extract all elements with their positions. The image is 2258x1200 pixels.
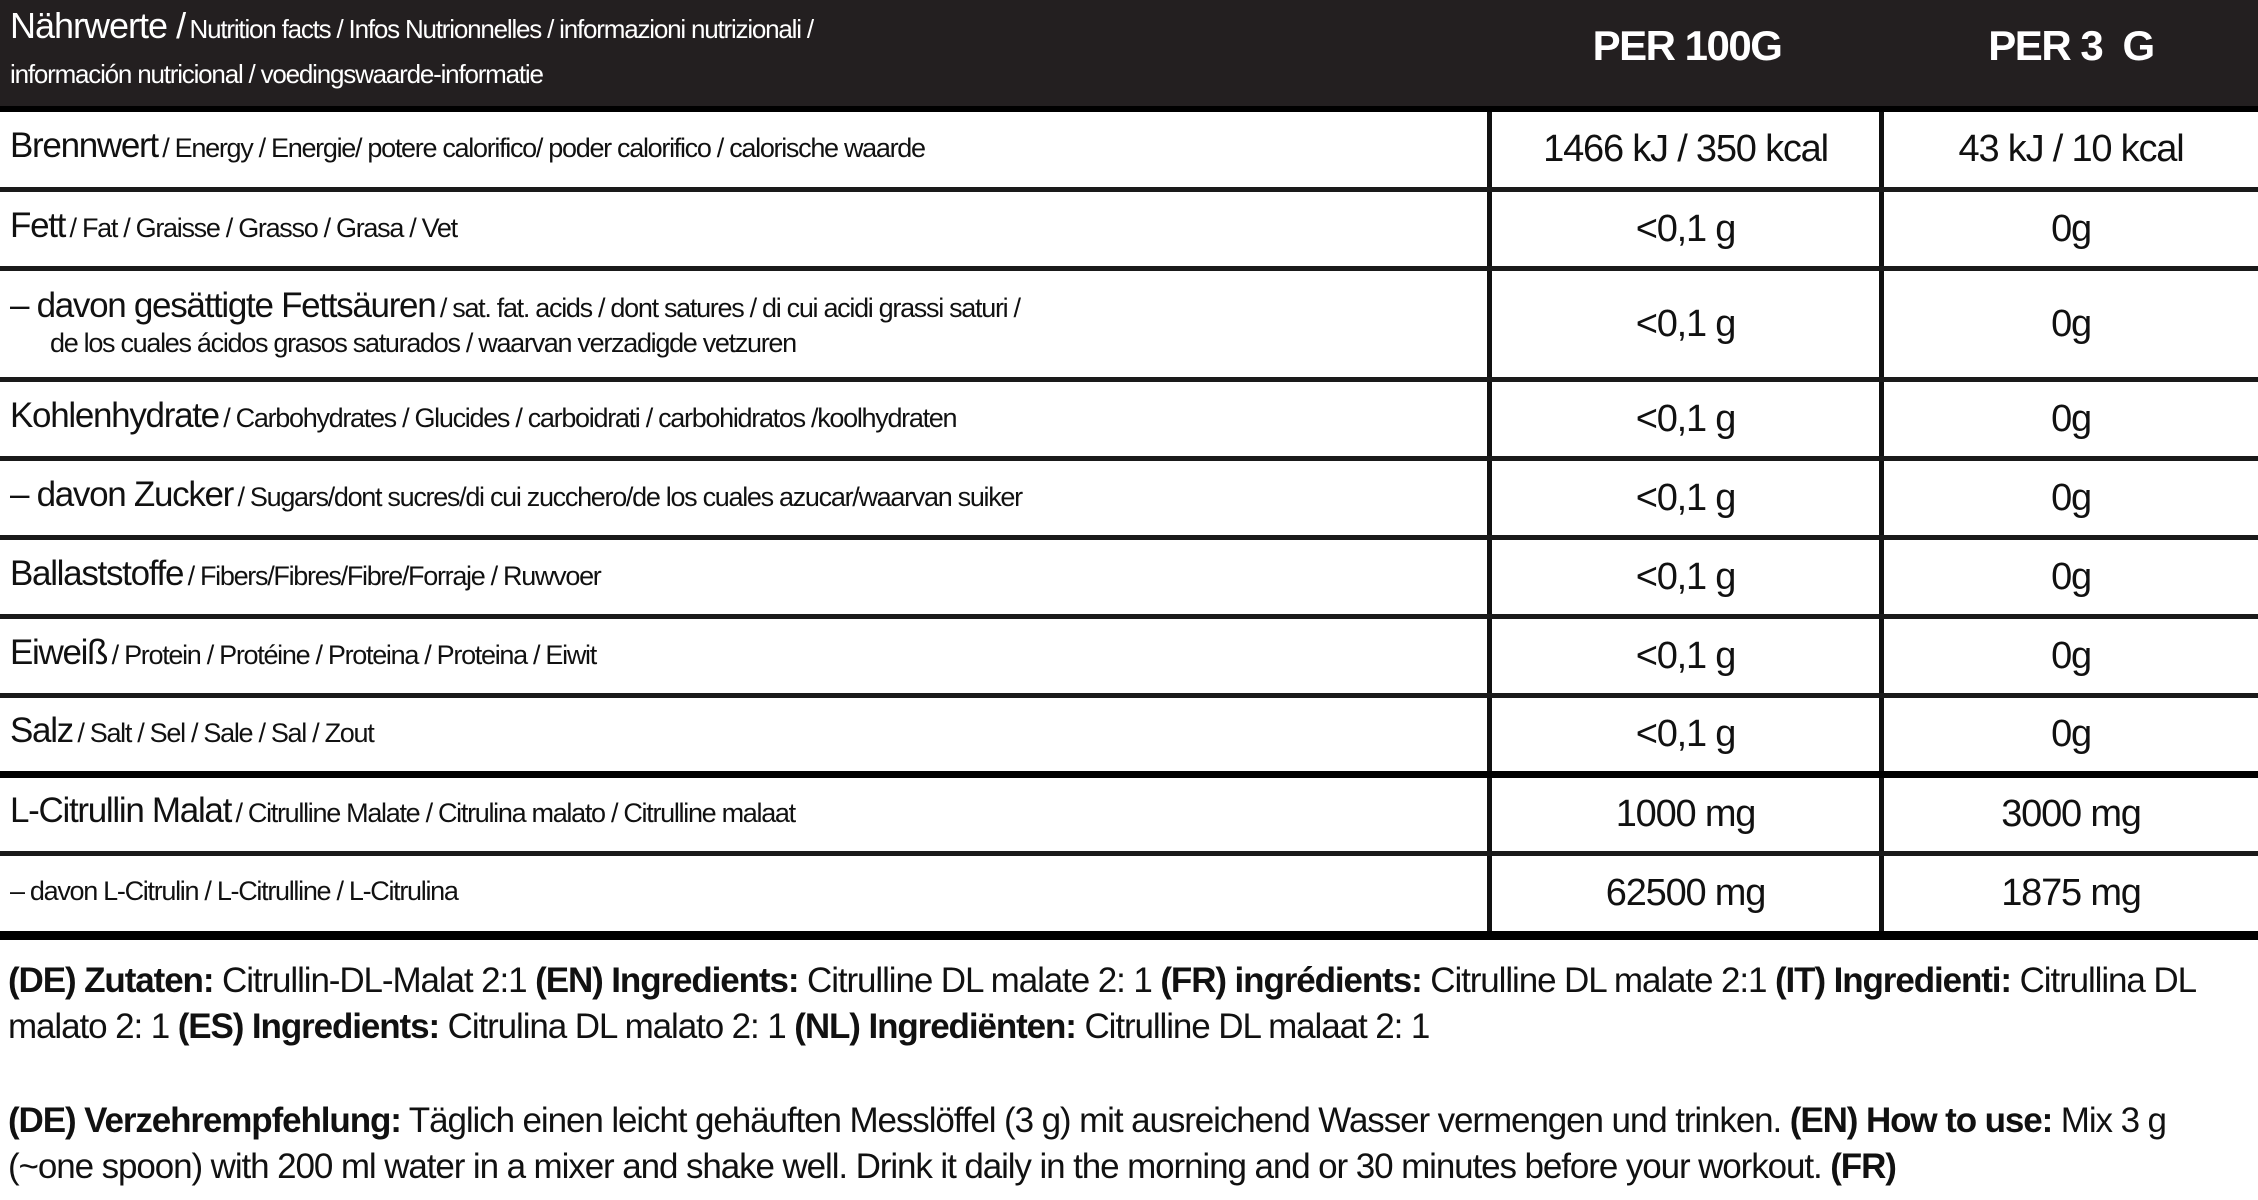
usage-paragraph [8,1098,2253,1190]
value-per-serving: 0g [2051,713,2091,755]
row-label: – davon gesättigte Fettsäuren [10,285,436,325]
usage-de-text: Täglich einen leicht gehäuften Messlöffel (3 g) mit ausreichend Wasser vermengen und trinken. [400,1101,1790,1140]
value-per-serving: 0g [2051,476,2091,519]
table-row-energy [0,112,2258,192]
ingredients-nl-text: Citrulline DL malaat 2: 1 [1075,1007,1430,1046]
header-title-sub-1: Nutrition facts / Infos Nutrionnelles / informazioni nutrizionali / [189,14,813,44]
ingredients-de-label: (DE) Zutaten: [8,961,214,1000]
usage-en-label: (EN) How to use: [1789,1101,2053,1140]
header-title [10,6,1460,99]
row-label-translations: / Carbohydrates / Glucides / carboidrati / carbohidratos /koolhydraten [223,402,957,433]
value-per-serving: 0g [2051,302,2091,345]
ingredients-en-label: (EN) Ingredients: [535,961,799,1000]
table-row-fibers [0,540,2258,619]
row-label-translations: / sat. fat. acids / dont satures / di cui acidi grassi saturi / [439,292,1020,323]
row-label: – davon Zucker [10,474,234,514]
row-label: Kohlenhydrate [10,395,219,435]
row-label: L-Citrullin Malat [10,791,232,830]
value-per-100g: <0,1 g [1635,397,1736,440]
value-per-100g: <0,1 g [1635,207,1736,250]
value-per-serving: 0g [2051,555,2091,598]
usage-de-label: (DE) Verzehrempfehlung: [8,1101,401,1140]
table-row-sugars [0,461,2258,540]
value-per-100g: <0,1 g [1635,302,1736,345]
usage-fr-label: (FR) [1830,1147,1896,1186]
value-per-100g: <0,1 g [1635,713,1736,755]
ingredients-it-text: Citrullina DL malato 2: 1 [8,961,2204,1046]
table-header [0,0,2258,106]
value-per-serving: 1875 mg [2001,872,2141,914]
ingredients-nl-label: (NL) Ingrediënten: [794,1007,1076,1046]
table-row-citrullin-malat [0,778,2258,856]
value-per-100g: 62500 mg [1605,872,1766,914]
row-label-translations: – davon L-Citrulin / L-Citrulline / L-Citrulina [10,876,458,906]
table-row-carbohydrates [0,382,2258,461]
value-per-100g: <0,1 g [1635,476,1736,519]
value-per-serving: 0g [2051,207,2091,250]
table-row-protein [0,619,2258,698]
row-label-translations: / Salt / Sel / Sale / Sal / Zout [77,718,374,748]
value-per-serving: 0g [2051,634,2091,677]
footer-text [8,958,2253,1190]
column-header-per-serving: PER 3 G [1988,22,2154,69]
value-per-100g: <0,1 g [1635,634,1736,677]
column-header-per-100g: PER 100G [1592,22,1782,69]
ingredients-en-text: Citrulline DL malate 2: 1 [798,961,1161,1000]
value-per-serving: 3000 mg [2001,793,2141,835]
header-title-sub-2: información nutricional / voedingswaarde-informatie [10,59,543,89]
row-label-translations: / Fibers/Fibres/Fibre/Forraje / Ruwvoer [187,560,601,591]
ingredients-es-label: (ES) Ingredients: [177,1007,440,1046]
value-per-100g: 1000 mg [1615,793,1756,835]
value-per-100g: <0,1 g [1635,555,1736,598]
value-per-serving: 43 kJ / 10 kcal [1958,128,2184,170]
row-label-translations: / Fat / Graisse / Grasso / Grasa / Vet [69,212,457,243]
row-label-translations: / Citrulline Malate / Citrulina malato / Citrulline malaat [235,798,795,828]
row-label-translations-2: de los cuales ácidos grasos saturados / waarvan verzadigde vetzuren [50,327,796,358]
row-label: Ballaststoffe [10,553,184,593]
row-label-translations: / Protein / Protéine / Proteina / Proteina / Eiwit [111,639,596,670]
ingredients-de-text: Citrullin-DL-Malat 2:1 [213,961,536,1000]
row-label-translations: / Sugars/dont sucres/di cui zucchero/de los cuales azucar/waarvan suiker [237,481,1022,512]
row-label: Fett [10,205,66,245]
usage-en-text: Mix 3 g (~one spoon) with 200 ml water in a mixer and shake well. Drink it daily in the morning and or 30 minutes before your workout. [8,1101,2175,1186]
ingredients-it-label: (IT) Ingredienti: [1774,961,2011,1000]
value-per-serving: 0g [2051,397,2091,440]
table-row-saturated-fat [0,271,2258,382]
row-label: Brennwert [10,126,158,165]
row-label: Salz [10,711,73,750]
header-title-main: Nährwerte / [10,5,186,46]
table-row-salt [0,698,2258,778]
row-label: Eiweiß [10,632,108,672]
ingredients-fr-label: (FR) ingrédients: [1160,961,1422,1000]
table-row-citrullin [0,856,2258,940]
row-label-translations: / Energy / Energie/ potere calorifico/ poder calorifico / calorische waarde [162,133,925,163]
ingredients-es-text: Citrulina DL malato 2: 1 [439,1007,795,1046]
table-row-fat [0,192,2258,271]
ingredients-paragraph [8,958,2253,1050]
value-per-100g: 1466 kJ / 350 kcal [1543,128,1828,170]
ingredients-fr-text: Citrulline DL malate 2:1 [1421,961,1775,1000]
